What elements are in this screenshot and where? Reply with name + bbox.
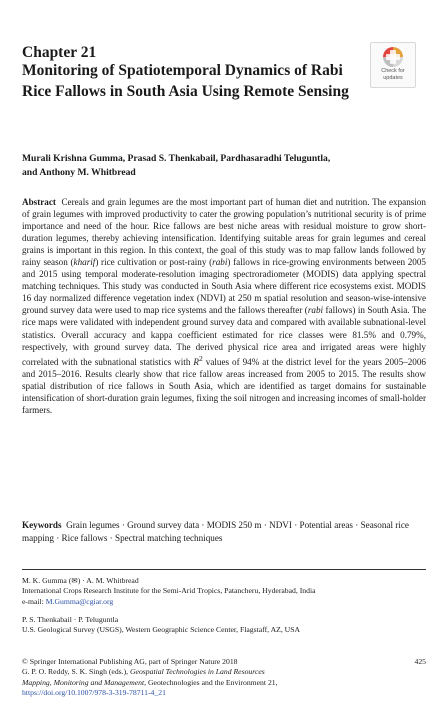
abstract-r-squared-exponent: 2	[198, 353, 203, 363]
email-link[interactable]: M.Gumma@cgiar.org	[45, 596, 114, 606]
citation-line-2	[22, 678, 426, 688]
chapter-label: Chapter 21	[22, 44, 97, 61]
chapter-title: Monitoring of Spatiotemporal Dynamics of Rabi Rice Fallows in South Asia Using Remote Sensing	[22, 62, 349, 100]
affiliation-usgs	[22, 615, 426, 636]
abstract	[22, 196, 426, 416]
abstract-text-5: values of 94% at the district level for the years 2005–2006 and 2015–2016. Results clearly show that rice fallow areas increased from 2005 to 2015. The results show spatial distribution of rice fallows in South Asia, which are identified as target domains for sustainable intensification of short-duration grain legumes, fixing the soil nitrogen and increasing incomes of small-holder farmers.	[22, 356, 426, 415]
authors-line2: and Anthony M. Whitbread	[22, 167, 136, 178]
abstract-italic-kharif: kharif	[73, 257, 96, 268]
keywords-text: Grain legumes · Ground survey data · MODIS 250 m · NDVI · Potential areas · Seasonal rice mapping · Rice fallows · Spectral matching techniques	[22, 520, 409, 543]
citation-line-1	[22, 667, 426, 677]
book-title-part1: Geospatial Technologies in Land Resources	[129, 667, 265, 677]
book-title-part2: Mapping, Monitoring and Management	[22, 677, 145, 687]
keywords	[22, 519, 426, 544]
page-footer	[22, 657, 426, 698]
author-list	[22, 152, 422, 180]
abstract-italic-rabi-2: rabi	[307, 305, 324, 316]
badge-line1: Check for	[381, 68, 405, 74]
page-number: 425	[414, 657, 426, 666]
abstract-text-2: ) rice cultivation or post-rainy (	[95, 257, 213, 268]
affiliation-2-names: P. S. Thenkabail · P. Teluguntla	[22, 615, 119, 624]
abstract-r-squared: R	[193, 356, 199, 367]
affiliation-1-names: M. K. Gumma (✉) · A. M. Whitbread	[22, 576, 139, 585]
abstract-text-4: fallows) in South Asia. The rice maps were validated with independent ground survey data and compared with available subnational-level statistics. Overall accuracy and kappa coefficient estimated for rice classes were 81.5% and 0.79%, respectively, with ground survey data. The derived physical rice area and irrigated areas were highly correlated with the subnational statistics with	[22, 305, 427, 367]
affiliation-1-email-line	[22, 597, 426, 607]
affiliation-icrisat	[22, 576, 426, 607]
email-label: e-mail:	[22, 596, 46, 606]
abstract-italic-rabi-1: rabi	[212, 257, 228, 268]
crossmark-icon	[381, 46, 405, 68]
copyright-line: © Springer International Publishing AG, part of Springer Nature 2018	[22, 657, 238, 666]
doi-link[interactable]: https://doi.org/10.1007/978-3-319-78711-4_21	[22, 687, 166, 697]
check-for-updates-badge[interactable]	[370, 42, 416, 88]
badge-line2: updates	[383, 74, 403, 81]
abstract-text-1: Cereals and grain legumes are the most important part of human diet and nutrition. The expansion of grain legumes with improved productivity to cater the growing population’s nutritional security is of prime importance and need of the hour. Rice fallows are best niche areas with residual moisture to grow short-duration legumes, thereby achieving intensification. Identifying suitable areas for grain legumes and cereal grains is important in this region. In this context, the goal of this study was to map fallow lands followed by rainy season (	[22, 197, 426, 268]
book-series: , Geotechnologies and the Environment 21,	[144, 677, 278, 687]
footnote-divider	[22, 569, 426, 570]
authors-line1: Murali Krishna Gumma, Prasad S. Thenkabail, Pardhasaradhi Teluguntla,	[22, 153, 331, 164]
citation-line-3	[22, 688, 426, 698]
affiliation-2-institution: U.S. Geological Survey (USGS), Western Geographic Science Center, Flagstaff, AZ, USA	[22, 625, 301, 635]
badge-text	[371, 68, 415, 81]
keywords-label: Keywords	[22, 520, 62, 530]
abstract-text-3: ) fallows in rice-growing environments between 2005 and 2015 using temporal moderate-resolution imaging spectroradiometer (MODIS) data applying spectral matching techniques. This study was conducted in South Asia where different rice ecosystems exist. MODIS 16 day normalized difference vegetation index (NDVI) at 250 m spatial resolution and season-wise-intensive ground survey data were used to map rice systems and the fallows thereafter (	[22, 257, 426, 316]
abstract-label: Abstract	[22, 197, 56, 207]
affiliation-1-institution: International Crops Research Institute for the Semi-Arid Tropics, Patancheru, Hyderabad, India	[22, 586, 316, 596]
citation-editors: G. P. O. Reddy, S. K. Singh (eds.),	[22, 667, 130, 677]
